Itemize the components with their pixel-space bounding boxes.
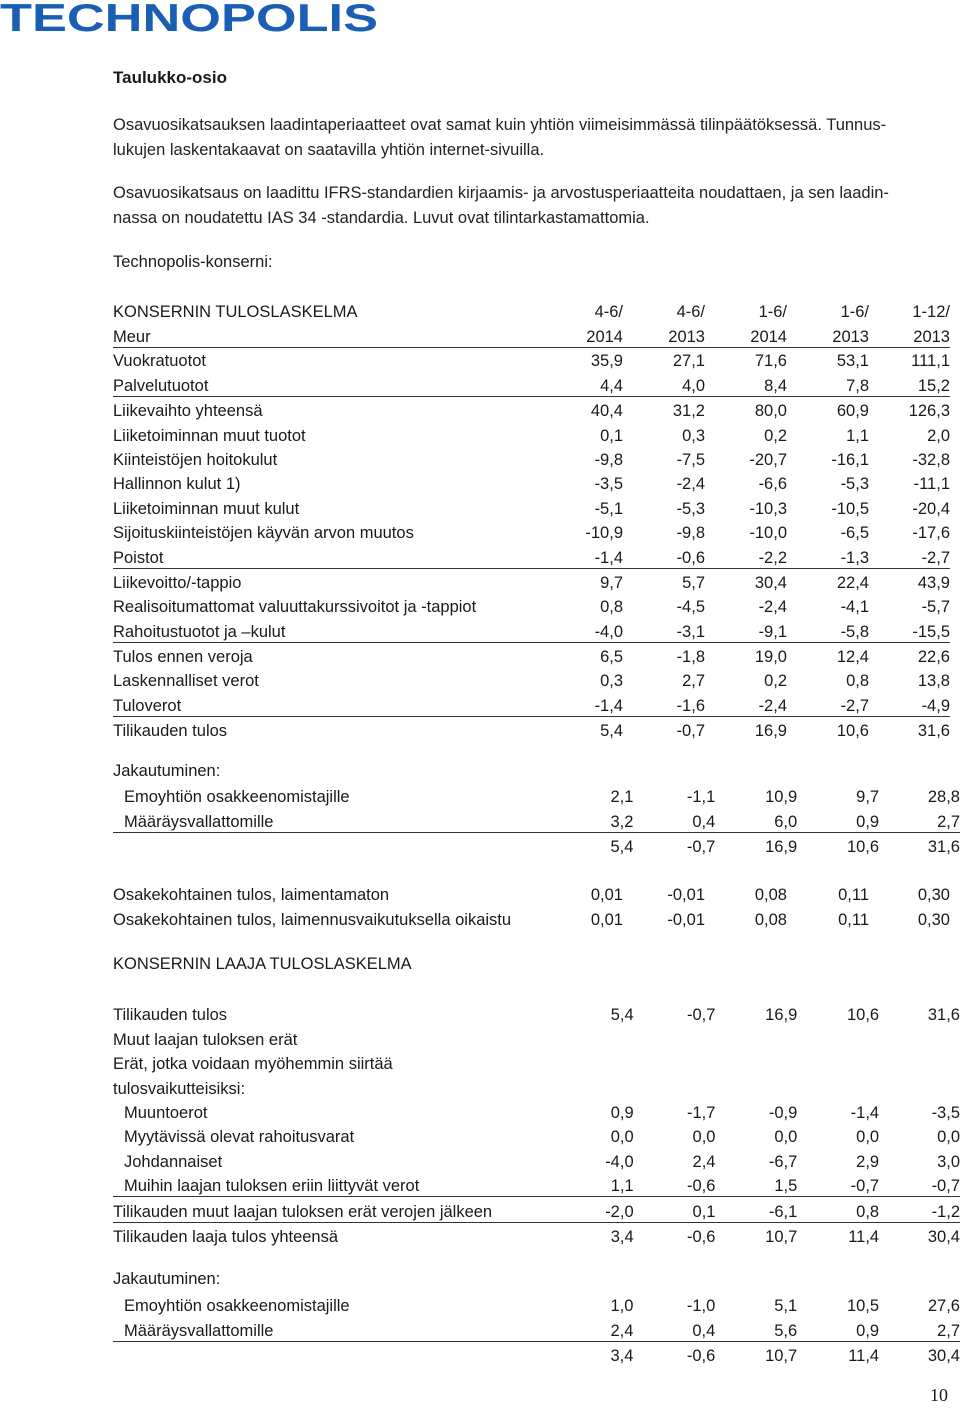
row-value: 1,1 xyxy=(564,1172,634,1197)
row-value: 10,7 xyxy=(765,1227,798,1246)
row-value xyxy=(797,1050,879,1074)
table-row xyxy=(113,1025,960,1049)
table-row xyxy=(113,347,950,371)
row-value: 60,9 xyxy=(836,402,869,421)
row-value: -15,5 xyxy=(869,617,950,642)
col-period: 1-12/ xyxy=(912,303,950,322)
row-label: Palvelutuotot xyxy=(113,371,553,396)
row-label: Hallinnon kulut 1) xyxy=(113,475,241,494)
table-row xyxy=(113,1050,960,1074)
row-value: -1,4 xyxy=(553,543,623,568)
row-value: -7,5 xyxy=(676,450,705,469)
row-label: Liikevoitto/-tappio xyxy=(113,573,242,592)
group-label: Technopolis-konserni: xyxy=(113,253,273,271)
col-year: 2014 xyxy=(705,322,787,347)
row-label: Emoyhtiön osakkeenomistajille xyxy=(124,788,350,807)
row-value: 5,7 xyxy=(682,573,705,592)
table-row xyxy=(113,691,950,716)
table-row xyxy=(113,593,950,617)
row-value: 0,30 xyxy=(917,886,950,905)
row-label xyxy=(113,832,564,857)
row-value: 27,1 xyxy=(672,352,705,371)
row-value: -6,5 xyxy=(840,524,869,543)
row-label: Kiinteistöjen hoitokulut xyxy=(113,450,278,469)
row-value: -2,7 xyxy=(787,691,869,716)
header-years-row xyxy=(113,322,950,347)
row-value: 2,7 xyxy=(879,1316,960,1341)
row-label: Rahoitustuotot ja –kulut xyxy=(113,617,553,642)
row-value: -11,1 xyxy=(913,475,950,494)
row-value: 10,5 xyxy=(846,1297,880,1316)
table-row xyxy=(113,446,950,470)
row-value xyxy=(879,1050,960,1074)
table-row xyxy=(113,1172,960,1197)
unit-label: Meur xyxy=(113,322,553,347)
row-label: Tilikauden laaja tulos yhteensä xyxy=(113,1227,339,1246)
row-value: -2,7 xyxy=(869,543,950,568)
row-value: -3,1 xyxy=(623,617,705,642)
row-value xyxy=(634,1025,716,1049)
row-label: Liiketoiminnan muut kulut xyxy=(113,499,300,518)
row-value: -1,4 xyxy=(553,691,623,716)
row-value: -0,6 xyxy=(687,1227,716,1246)
row-value: 3,4 xyxy=(610,1227,634,1246)
row-value xyxy=(797,1025,879,1049)
row-value: -3,5 xyxy=(594,475,623,494)
row-value: 10,7 xyxy=(765,1347,798,1366)
row-value: 0,4 xyxy=(633,1316,715,1341)
row-value: 5,6 xyxy=(715,1316,797,1341)
statement-title: KONSERNIN TULOSLASKELMA xyxy=(113,303,358,322)
row-value: -6,6 xyxy=(758,475,787,494)
row-value: 30,4 xyxy=(927,1347,960,1366)
row-value: -5,8 xyxy=(787,617,869,642)
row-value: 31,6 xyxy=(927,838,960,857)
row-value: 9,7 xyxy=(600,573,623,592)
row-value: -5,3 xyxy=(676,499,705,518)
row-value: 16,9 xyxy=(754,722,787,741)
table-row xyxy=(113,568,950,593)
section-title: Taulukko-osio xyxy=(113,68,227,87)
table-row xyxy=(113,1316,960,1341)
table-row xyxy=(113,396,950,421)
row-label: Liiketoiminnan muut tuotot xyxy=(113,426,306,445)
table-row xyxy=(113,1001,960,1025)
row-value: 30,4 xyxy=(927,1227,960,1246)
row-value: -0,01 xyxy=(667,910,705,929)
row-value xyxy=(634,1074,716,1098)
row-value: 16,9 xyxy=(765,838,798,857)
table-row xyxy=(113,807,960,832)
row-value: 0,08 xyxy=(754,910,787,929)
row-label: Muihin laajan tuloksen eriin liittyvät verot xyxy=(113,1172,564,1197)
row-value: 30,4 xyxy=(754,573,787,592)
distribution-label: Jakautuminen: xyxy=(113,762,221,780)
table-row xyxy=(113,519,950,543)
row-label: Sijoituskiinteistöjen käyvän arvon muutos xyxy=(113,524,414,543)
row-value xyxy=(715,1050,797,1074)
paragraph-line: lukujen laskentakaavat on saatavilla yhtiön internet-sivuilla. xyxy=(113,140,545,159)
row-value: 2,7 xyxy=(879,807,960,832)
row-value: -1,8 xyxy=(676,648,705,667)
row-label: Realisoitumattomat valuuttakurssivoitot ja -tappiot xyxy=(113,598,477,617)
row-label: Tuloverot xyxy=(113,691,553,716)
row-value: 1,1 xyxy=(846,426,869,445)
table-row xyxy=(113,783,960,807)
table-row xyxy=(113,617,950,642)
row-label: Tilikauden tulos xyxy=(113,722,228,741)
row-label: Osakekohtainen tulos, laimennusvaikutuksella oikaistu xyxy=(113,910,512,929)
row-value: -0,01 xyxy=(667,886,705,905)
table-row xyxy=(113,1147,960,1171)
col-year: 2014 xyxy=(553,322,623,347)
table-row xyxy=(113,1123,960,1147)
row-value: 2,9 xyxy=(856,1152,880,1171)
row-value: 27,6 xyxy=(927,1297,960,1316)
row-value: -1,1 xyxy=(686,788,716,807)
table-row xyxy=(113,494,950,518)
row-value: -16,1 xyxy=(831,450,869,469)
income-statement-table xyxy=(113,347,950,741)
row-label: tulosvaikutteisiksi: xyxy=(113,1079,246,1098)
row-value: 0,3 xyxy=(682,426,705,445)
row-value: 80,0 xyxy=(754,402,787,421)
row-value: -0,6 xyxy=(623,543,705,568)
row-value: 0,0 xyxy=(610,1128,634,1147)
row-value: -6,7 xyxy=(768,1152,798,1171)
row-value: 22,6 xyxy=(917,648,950,667)
row-value: 1,5 xyxy=(715,1172,797,1197)
logo-text: TECHNOPOLIS xyxy=(0,0,378,36)
row-value: 5,1 xyxy=(774,1297,798,1316)
row-value xyxy=(879,1074,960,1098)
row-value: -20,4 xyxy=(912,499,950,518)
row-value: 35,9 xyxy=(590,352,623,371)
row-value: 9,7 xyxy=(856,788,880,807)
row-value: 43,9 xyxy=(917,573,950,592)
row-value: 0,01 xyxy=(590,910,623,929)
eps-table xyxy=(113,881,950,930)
paragraph-line: nassa on noudatettu IAS 34 -standardia. Luvut ovat tilintarkastamattomia. xyxy=(113,208,650,227)
row-value: 0,2 xyxy=(764,426,787,445)
row-value: 0,8 xyxy=(846,672,869,691)
row-value: 5,4 xyxy=(610,1006,634,1025)
row-value: 2,4 xyxy=(692,1152,716,1171)
row-value xyxy=(634,1050,716,1074)
row-label: Määräysvallattomille xyxy=(113,1316,564,1341)
row-value: -2,0 xyxy=(564,1197,634,1222)
row-value: -17,6 xyxy=(912,524,950,543)
table-row xyxy=(113,543,950,568)
row-value: 0,9 xyxy=(610,1103,634,1122)
row-value: 10,9 xyxy=(765,788,798,807)
row-value: 0,1 xyxy=(634,1197,716,1222)
row-value: -0,6 xyxy=(686,1347,716,1366)
row-label xyxy=(113,1341,564,1366)
table-row xyxy=(113,470,950,494)
row-value: 3,0 xyxy=(937,1152,960,1171)
row-value: 11,4 xyxy=(848,1227,880,1246)
row-value: -5,3 xyxy=(840,475,869,494)
row-label: Tulos ennen veroja xyxy=(113,648,253,667)
row-value: 22,4 xyxy=(836,573,869,592)
row-value: -2,2 xyxy=(705,543,787,568)
row-value: 0,8 xyxy=(600,598,623,617)
row-value: 0,08 xyxy=(754,886,787,905)
row-value: -0,7 xyxy=(879,1172,960,1197)
table-row xyxy=(113,1222,960,1247)
row-value: 0,2 xyxy=(764,672,787,691)
row-value xyxy=(715,1074,797,1098)
row-value: -0,7 xyxy=(686,838,716,857)
row-value xyxy=(879,1025,960,1049)
table-row xyxy=(113,642,950,667)
paragraph-2 xyxy=(113,181,943,230)
row-label: Tilikauden muut laajan tuloksen erät verojen jälkeen xyxy=(113,1197,564,1222)
table-row xyxy=(113,1099,960,1123)
row-value: -10,3 xyxy=(749,499,787,518)
row-value xyxy=(564,1074,634,1098)
row-value: 0,0 xyxy=(937,1128,960,1147)
row-value: 53,1 xyxy=(836,352,869,371)
row-label: Poistot xyxy=(113,543,553,568)
table-row xyxy=(113,421,950,445)
row-value xyxy=(564,1025,634,1049)
row-label: Osakekohtainen tulos, laimentamaton xyxy=(113,886,390,905)
row-value: -9,1 xyxy=(705,617,787,642)
table-row xyxy=(113,1292,960,1316)
col-year: 2013 xyxy=(623,322,705,347)
row-value: -1,2 xyxy=(879,1197,960,1222)
comprehensive-title: KONSERNIN LAAJA TULOSLASKELMA xyxy=(113,955,412,973)
row-value: 16,9 xyxy=(765,1006,798,1025)
row-value: 0,0 xyxy=(692,1128,716,1147)
row-value: 11,4 xyxy=(848,1347,880,1366)
row-value xyxy=(797,1074,879,1098)
row-label: Muut laajan tuloksen erät xyxy=(113,1030,298,1049)
row-value: 31,6 xyxy=(917,722,950,741)
row-value: -1,3 xyxy=(787,543,869,568)
row-value: 71,6 xyxy=(754,352,787,371)
table-row xyxy=(113,1197,960,1222)
row-value: -1,6 xyxy=(623,691,705,716)
row-value: 13,8 xyxy=(917,672,950,691)
row-value: 31,6 xyxy=(927,1006,960,1025)
row-value: 15,2 xyxy=(869,371,950,396)
col-period: 4-6/ xyxy=(676,303,705,322)
row-value: -10,9 xyxy=(585,524,623,543)
technopolis-logo xyxy=(0,0,380,36)
row-value: -4,1 xyxy=(840,598,869,617)
row-value: 0,3 xyxy=(600,672,623,691)
row-label: Laskennalliset verot xyxy=(113,672,259,691)
row-value: 0,0 xyxy=(774,1128,798,1147)
comprehensive-distribution-label: Jakautuminen: xyxy=(113,1270,221,1288)
table-row xyxy=(113,1074,960,1098)
row-value: 8,4 xyxy=(705,371,787,396)
paragraph-line: Osavuosikatsaus on laadittu IFRS-standardien kirjaamis- ja arvostusperiaatteita noudattaen, ja sen laadin- xyxy=(113,184,889,202)
table-row xyxy=(113,1341,960,1366)
row-label: Erät, jotka voidaan myöhemmin siirtää xyxy=(113,1055,393,1074)
row-value: 4,0 xyxy=(623,371,705,396)
row-value: -0,9 xyxy=(768,1103,798,1122)
row-label: Vuokratuotot xyxy=(113,352,206,371)
row-value xyxy=(564,1050,634,1074)
col-period: 1-6/ xyxy=(758,303,787,322)
row-value: -1,4 xyxy=(850,1103,880,1122)
row-value: 0,11 xyxy=(838,910,869,929)
col-period: 1-6/ xyxy=(840,303,869,322)
row-label: Liikevaihto yhteensä xyxy=(113,402,263,421)
row-value: -5,7 xyxy=(921,598,950,617)
row-label: Tilikauden tulos xyxy=(113,1006,228,1025)
row-value: 31,2 xyxy=(672,402,705,421)
row-value: -0,7 xyxy=(676,722,705,741)
row-label: Määräysvallattomille xyxy=(113,807,564,832)
table-row xyxy=(113,371,950,396)
col-year: 2013 xyxy=(869,322,950,347)
row-value: 111,1 xyxy=(911,352,950,371)
row-value: -4,0 xyxy=(605,1152,634,1171)
row-value: 3,4 xyxy=(610,1347,634,1366)
row-value: 0,11 xyxy=(838,886,869,905)
row-value: 10,6 xyxy=(846,838,880,857)
row-value: -2,4 xyxy=(676,475,705,494)
row-value: 19,0 xyxy=(754,648,787,667)
row-value: -0,6 xyxy=(634,1172,716,1197)
row-label: Johdannaiset xyxy=(124,1152,223,1171)
comprehensive-distribution-table xyxy=(113,1292,960,1366)
table-row xyxy=(113,667,950,691)
paragraph-line: Osavuosikatsauksen laadintaperiaatteet ovat samat kuin yhtiön viimeisimmässä tilinpäätöksessä. Tunnus- xyxy=(113,116,887,134)
row-value xyxy=(715,1025,797,1049)
row-value: -1,0 xyxy=(686,1297,716,1316)
row-value: 10,6 xyxy=(846,1006,880,1025)
row-value: 12,4 xyxy=(836,648,869,667)
row-value: 0,9 xyxy=(797,1316,879,1341)
row-value: -9,8 xyxy=(676,524,705,543)
row-value: 5,4 xyxy=(600,722,623,741)
row-value: 126,3 xyxy=(908,402,950,421)
row-value: -2,4 xyxy=(705,691,787,716)
row-value: 1,0 xyxy=(610,1297,634,1316)
row-value: -3,5 xyxy=(931,1103,960,1122)
table-row xyxy=(113,881,950,905)
row-value: -6,1 xyxy=(715,1197,797,1222)
header-periods-row xyxy=(113,298,950,322)
row-value: 3,2 xyxy=(564,807,634,832)
row-value: 7,8 xyxy=(787,371,869,396)
table-row xyxy=(113,832,960,857)
row-value: 0,01 xyxy=(590,886,623,905)
row-value: 0,1 xyxy=(600,426,623,445)
row-value: -10,5 xyxy=(831,499,869,518)
row-label: Muuntoerot xyxy=(124,1103,208,1122)
row-value: 6,0 xyxy=(715,807,797,832)
comprehensive-table xyxy=(113,1001,960,1247)
row-value: -4,9 xyxy=(869,691,950,716)
row-value: 2,1 xyxy=(610,788,634,807)
row-value: 10,6 xyxy=(836,722,869,741)
row-value: -20,7 xyxy=(749,450,787,469)
row-value: -0,7 xyxy=(797,1172,879,1197)
row-value: 0,8 xyxy=(797,1197,879,1222)
row-value: 4,4 xyxy=(553,371,623,396)
income-statement-header xyxy=(113,298,950,348)
row-value: 5,4 xyxy=(610,838,634,857)
row-value: 28,8 xyxy=(927,788,960,807)
row-value: 2,7 xyxy=(682,672,705,691)
row-value: -4,5 xyxy=(676,598,705,617)
row-value: -10,0 xyxy=(749,524,787,543)
col-period: 4-6/ xyxy=(594,303,623,322)
row-value: 40,4 xyxy=(590,402,623,421)
income-distribution-table xyxy=(113,783,960,857)
row-value: -9,8 xyxy=(594,450,623,469)
row-value: 2,4 xyxy=(564,1316,634,1341)
row-value: -32,8 xyxy=(912,450,950,469)
paragraph-1 xyxy=(113,113,943,162)
row-value: 6,5 xyxy=(600,648,623,667)
row-label: Myytävissä olevat rahoitusvarat xyxy=(124,1128,355,1147)
row-value: -4,0 xyxy=(553,617,623,642)
row-value: -5,1 xyxy=(594,499,623,518)
row-value: 0,9 xyxy=(797,807,879,832)
table-row xyxy=(113,905,950,929)
row-label: Emoyhtiön osakkeenomistajille xyxy=(124,1297,350,1316)
row-value: -0,7 xyxy=(687,1006,716,1025)
row-value: 0,0 xyxy=(856,1128,880,1147)
page-number: 10 xyxy=(930,1385,948,1405)
row-value: 2,0 xyxy=(927,426,950,445)
table-row xyxy=(113,716,950,741)
col-year: 2013 xyxy=(787,322,869,347)
row-value: 0,4 xyxy=(633,807,715,832)
row-value: 0,30 xyxy=(917,910,950,929)
row-value: -2,4 xyxy=(758,598,787,617)
row-value: -1,7 xyxy=(687,1103,716,1122)
